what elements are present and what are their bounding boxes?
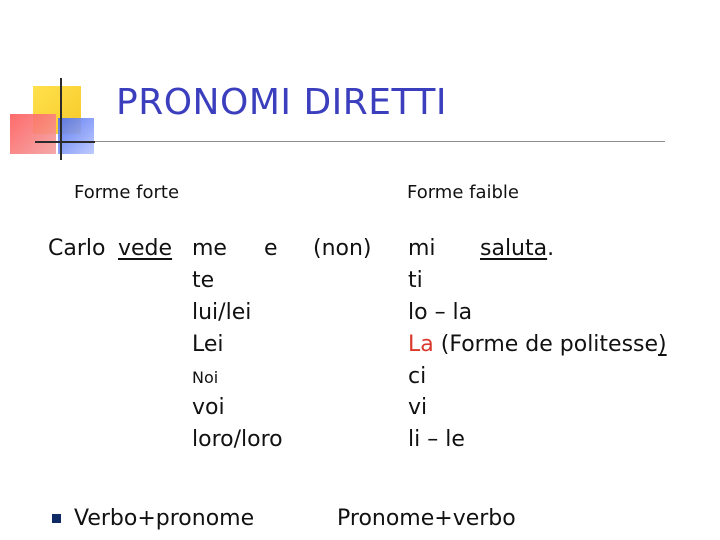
pronoun-lei: Lei [192, 332, 224, 357]
pronoun-lui-lei: lui/lei [192, 300, 252, 325]
pronoun-vi: vi [408, 395, 428, 420]
verbo-pronome-text: Verbo+pronome [74, 506, 255, 531]
pronoun-me: me [192, 236, 227, 261]
period: . [547, 236, 555, 261]
pronoun-li-le: li – le [408, 427, 465, 452]
pronoun-loro-loro: loro/loro [192, 427, 283, 452]
politeness-line [408, 329, 667, 361]
subject-carlo: Carlo [48, 236, 106, 261]
pronoun-ti: ti [408, 268, 423, 293]
verb-vede: vede [118, 236, 173, 261]
logo-red-square [10, 114, 56, 154]
politeness-note: (Forme de politesse) [440, 332, 667, 357]
pronoun-mi: mi [408, 236, 436, 261]
logo-horizontal-line [35, 141, 95, 143]
bullet-square [52, 514, 61, 523]
forme-faible-heading: Forme faible [407, 182, 520, 203]
verb-saluta-line [480, 233, 554, 265]
negation-non: (non) [313, 236, 372, 261]
pronoun-voi: voi [192, 395, 225, 420]
conjunction-e: e [264, 236, 278, 261]
forme-forte-heading: Forme forte [74, 182, 180, 203]
pronoun-te: te [192, 268, 215, 293]
logo-vertical-line [60, 78, 62, 160]
pronoun-la-polite: La [408, 332, 434, 357]
pronoun-ci: ci [408, 364, 427, 389]
pronome-verbo-text: Pronome+verbo [337, 506, 516, 531]
logo-blue-square [58, 118, 94, 154]
page-title: PRONOMI DIRETTI [116, 82, 448, 123]
pronoun-lo-la: lo – la [408, 300, 473, 325]
title-underline-rule [95, 141, 665, 142]
verb-saluta: saluta [480, 236, 548, 261]
pronoun-noi: Noi [192, 368, 219, 387]
